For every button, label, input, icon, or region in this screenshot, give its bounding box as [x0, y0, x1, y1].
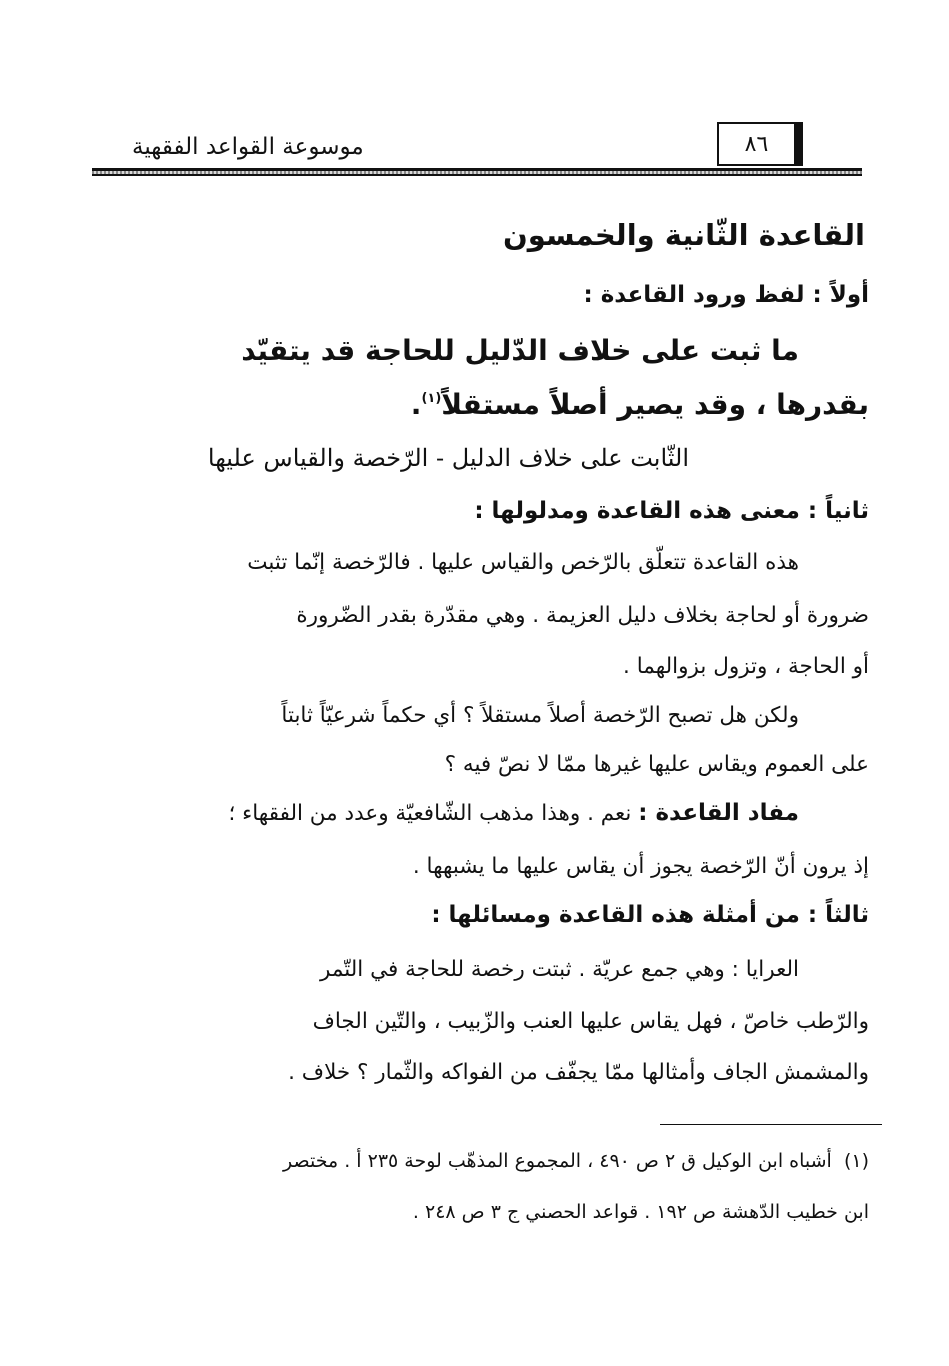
paragraph-1-line-3: أو الحاجة ، وتزول بزوالهما . [623, 654, 869, 679]
paragraph-3-line-1-body: نعم . وهذا مذهب الشّافعيّة وعدد من الفقهاء ؛ [228, 801, 632, 826]
footnote-marker: (١) [843, 1150, 869, 1172]
section-label-2: ثانياً : معنى هذه القاعدة ومدلولها : [474, 498, 869, 524]
section-label-1: أولاً : لفظ ورود القاعدة : [583, 282, 869, 308]
header-rule [92, 168, 862, 176]
paragraph-2-line-1: ولكن هل تصبح الرّخصة أصلاً مستقلاً ؟ أي حكماً شرعيّاً ثابتاً [281, 703, 799, 728]
page-header [92, 118, 862, 188]
paragraph-3-line-1 [228, 800, 799, 826]
footnote-line-1-body: أشباه ابن الوكيل ق ٢ ص ٤٩٠ ، المجموع المذهّب لوحة ٢٣٥ أ . مختصر [283, 1150, 832, 1172]
rule-heading: القاعدة الثّانية والخمسون [503, 218, 865, 252]
paragraph-1-line-1: هذه القاعدة تتعلّق بالرّخص والقياس عليها . فالرّخصة إنّما تثبت [247, 550, 799, 575]
example-line-3: والمشمش الجاف وأمثالها ممّا يجفّف من الفواكه والثّمار ؟ خلاف . [288, 1060, 869, 1085]
benefit-label: مفاد القاعدة : [638, 800, 799, 826]
footnote-line-1 [283, 1150, 869, 1172]
page-number: ٨٦ [717, 122, 803, 166]
rule-text-line-2 [411, 388, 869, 421]
example-line-1: العرايا : وهي جمع عريّة . ثبتت رخصة للحاجة في التّمر [319, 957, 799, 982]
footnote-separator [660, 1124, 882, 1125]
paragraph-1-line-2: ضرورة أو لحاجة بخلاف دليل العزيمة . وهي مقدّرة بقدر الضّرورة [296, 603, 869, 628]
rule-text-line-1: ما ثبت على خلاف الدّليل للحاجة قد يتقيّد [241, 334, 799, 367]
section-label-3: ثالثاً : من أمثلة هذه القاعدة ومسائلها : [431, 902, 869, 928]
rule-text-line-2-body: بقدرها ، وقد يصير أصلاً مستقلاً [441, 388, 869, 421]
footnote-line-2: ابن خطيب الدّهشة ص ١٩٢ . قواعد الحصني ج ٣ ص ٢٤٨ . [412, 1201, 869, 1223]
example-line-2: والرّطب خاصّ ، فهل يقاس عليها العنب والزّبيب ، والتّين الجاف [312, 1009, 869, 1034]
paragraph-3-line-2: إذ يرون أنّ الرّخصة يجوز أن يقاس عليها ما يشبهها . [412, 854, 869, 879]
rule-text-end: . [410, 388, 422, 421]
paragraph-2-line-2: على العموم ويقاس عليها غيرها ممّا لا نصّ فيه ؟ [444, 752, 869, 777]
running-title: موسوعة القواعد الفقهية [132, 134, 364, 160]
rule-subtitle: الثّابت على خلاف الدليل - الرّخصة والقياس عليها [207, 444, 689, 472]
footnote-reference: (١) [421, 391, 442, 406]
